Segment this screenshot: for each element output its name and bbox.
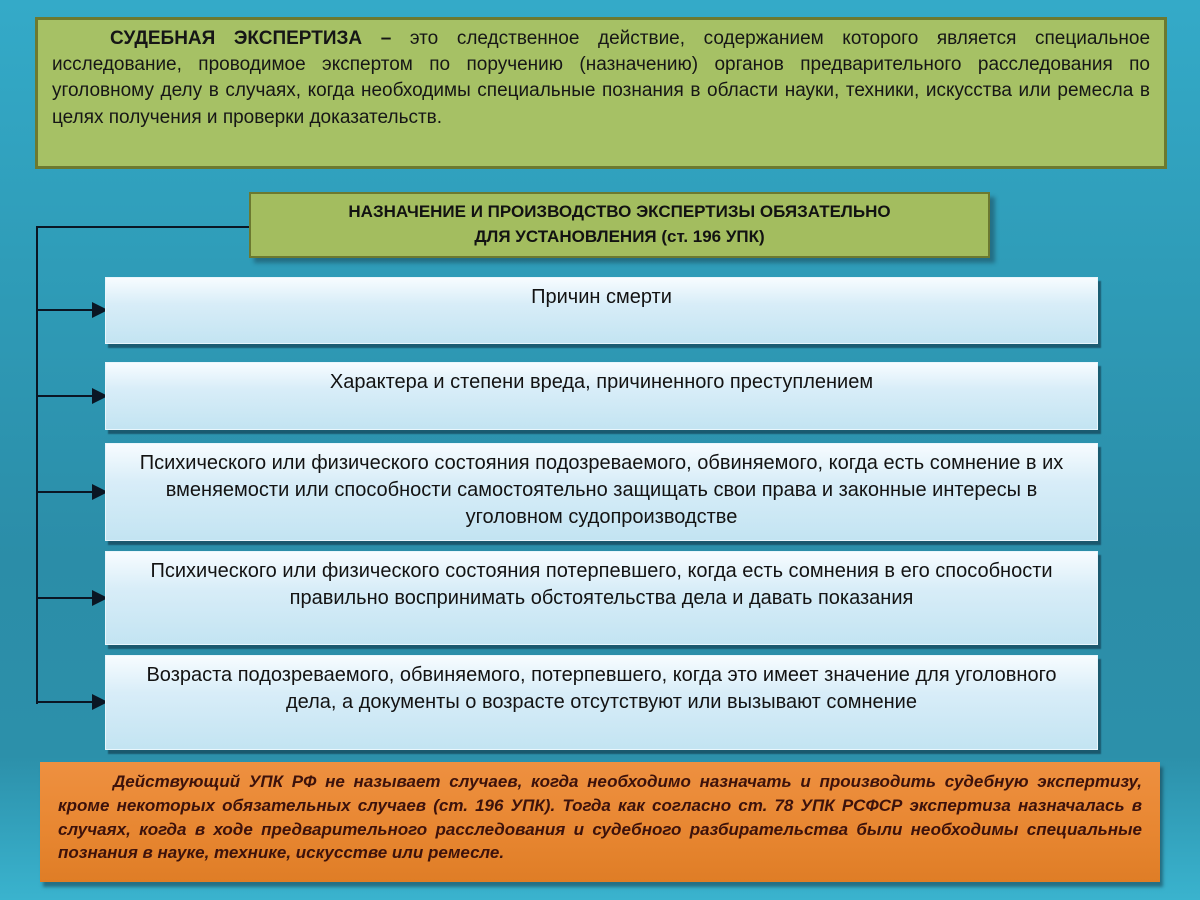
item-box-cause-of-death bbox=[105, 277, 1098, 344]
connector-branch-5 bbox=[36, 701, 94, 703]
note-text: Действующий УПК РФ не называет случаев, когда необходимо назначать и производить судебную экспертизу, кроме некоторых обязательных случаев (ст. 196 УПК). Тогда как согласно ст. 78 УПК РСФСР экспертиза назначалась в случаях, когда в ходе предварительного расследования и судебного разбирательства были необходимы специальные познания в науке, технике, искусстве или ремесле. bbox=[58, 772, 1142, 863]
header-line-2: ДЛЯ УСТАНОВЛЕНИЯ (ст. 196 УПК) bbox=[474, 227, 765, 246]
connector-branch-1 bbox=[36, 309, 94, 311]
note-box bbox=[40, 762, 1160, 882]
item-text: Психического или физического состояния потерпевшего, когда есть сомнения в его способности правильно воспринимать обстоятельства дела и давать показания bbox=[150, 560, 1053, 609]
connector-branch-4 bbox=[36, 597, 94, 599]
item-text: Характера и степени вреда, причиненного преступлением bbox=[329, 371, 874, 393]
definition-text bbox=[52, 26, 1150, 131]
item-box-mental-state-victim bbox=[105, 551, 1098, 645]
connector-vertical-spine bbox=[36, 226, 38, 704]
header-box bbox=[249, 192, 990, 258]
item-box-mental-state-suspect bbox=[105, 443, 1098, 541]
connector-branch-2 bbox=[36, 395, 94, 397]
item-box-nature-of-harm bbox=[105, 362, 1098, 430]
definition-body: это следственное действие, содержанием которого является специальное исследование, проводимое экспертом по поручению (назначению) органов предварительного расследования по уголовному делу в случаях, когда необходимы специальные познания в области науки, техники, искусства или ремесла в целях получения и проверки доказательств. bbox=[52, 28, 1151, 128]
header-line-1: НАЗНАЧЕНИЕ И ПРОИЗВОДСТВО ЭКСПЕРТИЗЫ ОБЯЗАТЕЛЬНО bbox=[348, 202, 891, 222]
connector-header-line bbox=[36, 226, 249, 228]
item-box-age bbox=[105, 655, 1098, 750]
definition-term: СУДЕБНАЯ ЭКСПЕРТИЗА – bbox=[110, 28, 392, 49]
connector-branch-3 bbox=[36, 491, 94, 493]
definition-box bbox=[35, 17, 1167, 169]
item-text: Возраста подозреваемого, обвиняемого, потерпевшего, когда это имеет значение для уголовного дела, а документы о возрасте отсутствуют или вызывают сомнение bbox=[146, 664, 1057, 713]
item-text: Причин смерти bbox=[531, 286, 672, 308]
item-text: Психического или физического состояния подозреваемого, обвиняемого, когда есть сомнение в их вменяемости или способности самостоятельно защищать свои права и законные интересы в уголовном судопроизводстве bbox=[139, 452, 1064, 528]
